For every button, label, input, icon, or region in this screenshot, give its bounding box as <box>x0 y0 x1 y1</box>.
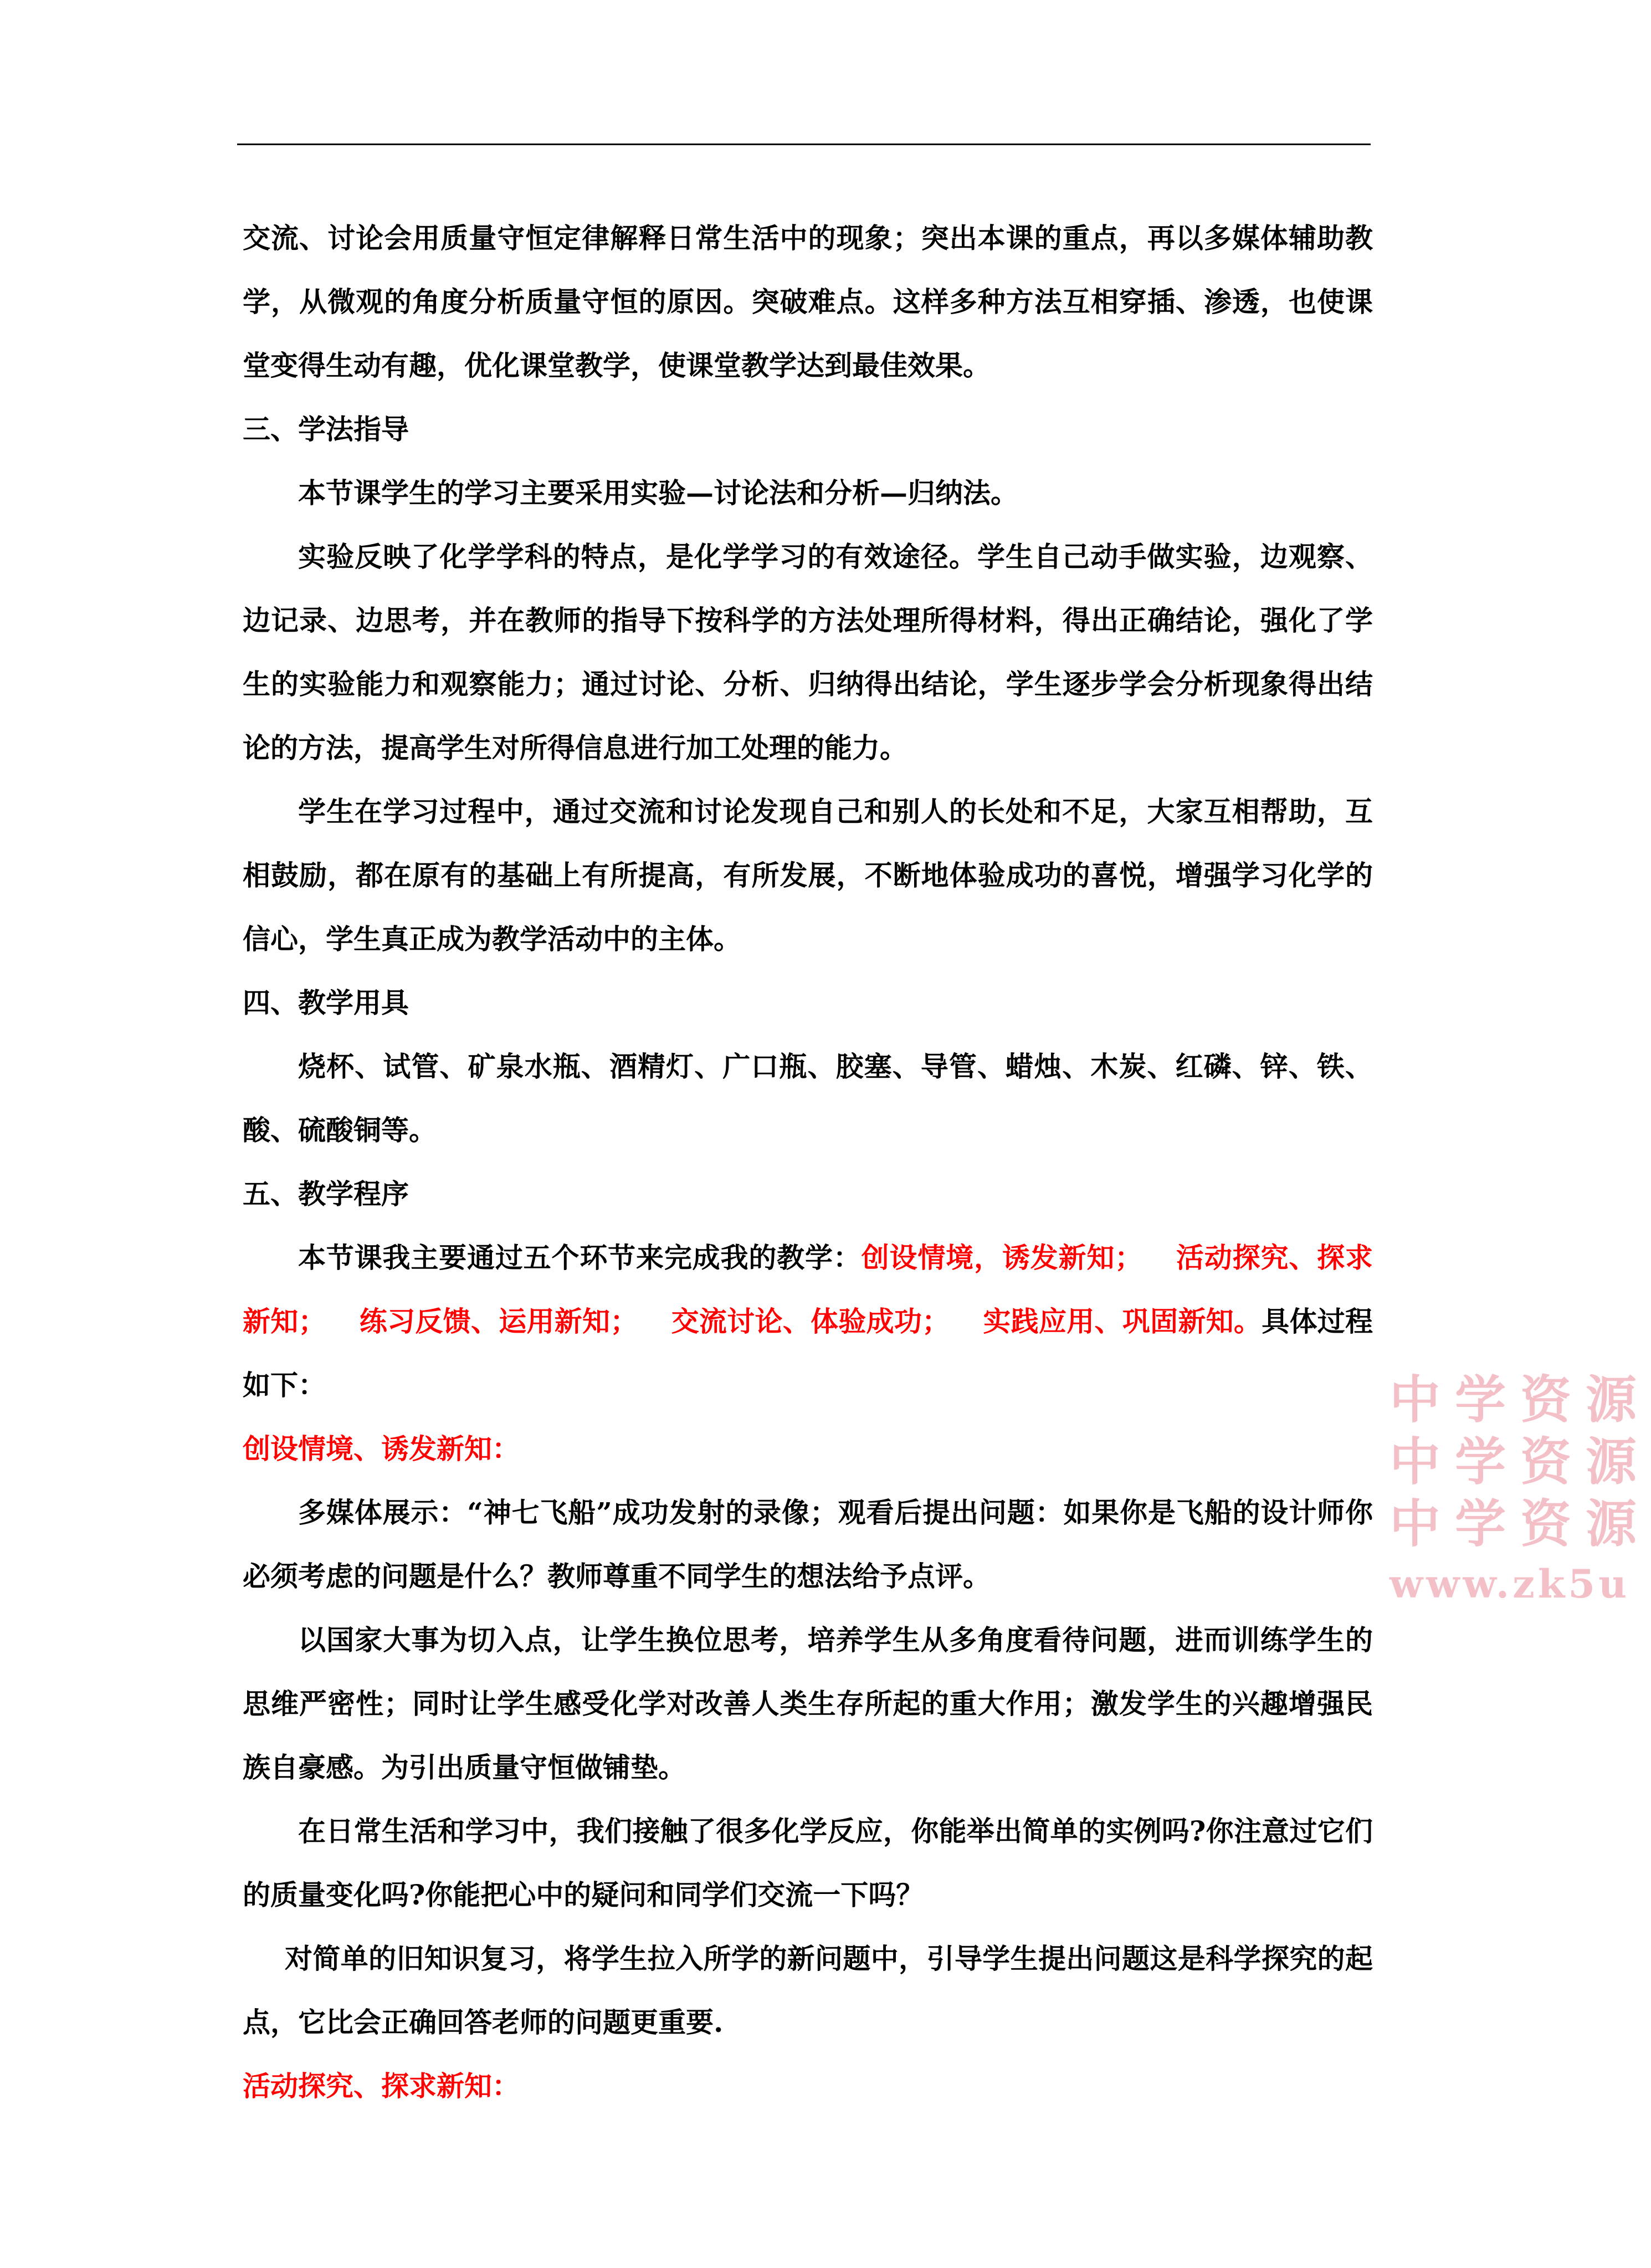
paragraph-study-methods: 本节课学生的学习主要采用实验—讨论法和分析—归纳法。 <box>298 477 1018 509</box>
procedure-step-2: 活动探究、探求新知； <box>243 1241 1373 1338</box>
heading-section-1: 创设情境、诱发新知： <box>243 1432 520 1465</box>
heading-teaching-procedure: 五、教学程序 <box>243 1177 409 1210</box>
heading-section-2: 活动探究、探求新知： <box>243 2070 520 2102</box>
paragraph-teaching-methods-cont: 交流、讨论会用质量守恒定律解释日常生活中的现象；突出本课的重点，再以多媒体辅助教学，从微观的角度分析质量守恒的原因。突破难点。这样多种方法互相穿插、渗透，也使课堂变得生动有趣，优化课堂教学，使课堂教学达到最佳效果。 <box>243 222 1373 382</box>
heading-study-guidance: 三、学法指导 <box>243 413 409 446</box>
heading-teaching-tools: 四、教学用具 <box>243 986 409 1019</box>
watermark-text: 中学资源 <box>1389 1494 1651 1554</box>
procedure-step-5: 实践应用、巩固新知。 <box>983 1305 1262 1338</box>
procedure-step-1: 创设情境，诱发新知； <box>861 1241 1143 1274</box>
paragraph-tools-list: 烧杯、试管、矿泉水瓶、酒精灯、广口瓶、胶塞、导管、蜡烛、木炭、红磷、锌、铁、酸、硫酸铜等。 <box>243 1050 1373 1146</box>
procedure-outro: 具体过程如下： <box>243 1305 1373 1401</box>
paragraph-national-events: 以国家大事为切入点，让学生换位思考，培养学生从多角度看待问题，进而训练学生的思维严密性；同时让学生感受化学对改善人类生存所起的重大作用；激发学生的兴趣增强民族自豪感。为引出质量守恒做铺垫。 <box>243 1624 1373 1784</box>
paragraph-learning-process: 学生在学习过程中，通过交流和讨论发现自己和别人的长处和不足，大家互相帮助，互相鼓励，都在原有的基础上有所提高，有所发展，不断地体验成功的喜悦，增强学习化学的信心，学生真正成为教学活动中的主体。 <box>243 795 1373 955</box>
document-body <box>243 206 1373 2118</box>
watermark <box>1389 1369 1651 1609</box>
paragraph-procedure-overview <box>243 1226 1373 1417</box>
paragraph-daily-life: 在日常生活和学习中，我们接触了很多化学反应，你能举出简单的实例吗?你注意过它们的质量变化吗?你能把心中的疑问和同学们交流一下吗？ <box>243 1815 1373 1911</box>
watermark-text: 中学资源 <box>1389 1432 1651 1492</box>
procedure-intro: 本节课我主要通过五个环节来完成我的教学： <box>298 1241 862 1274</box>
paragraph-experiment: 实验反映了化学学科的特点，是化学学习的有效途径。学生自己动手做实验，边观察、边记录、边思考，并在教师的指导下按科学的方法处理所得材料，得出正确结论，强化了学生的实验能力和观察能力；通过讨论、分析、归纳得出结论，学生逐步学会分析现象得出结论的方法，提高学生对所得信息进行加工处理的能力。 <box>243 540 1373 764</box>
procedure-step-3: 练习反馈、运用新知； <box>359 1305 638 1338</box>
watermark-text: 中学资源 <box>1389 1370 1651 1430</box>
paragraph-review: 对简单的旧知识复习，将学生拉入所学的新问题中，引导学生提出问题这是科学探究的起点，它比会正确回答老师的问题更重要. <box>243 1942 1373 2039</box>
header-rule <box>237 144 1371 145</box>
procedure-step-4: 交流讨论、体验成功； <box>671 1305 950 1338</box>
watermark-url: www.zk5u <box>1389 1561 1630 1607</box>
paragraph-multimedia: 多媒体展示：“神七飞船”成功发射的录像；观看后提出问题：如果你是飞船的设计师你必须考虑的问题是什么？教师尊重不同学生的想法给予点评。 <box>243 1496 1373 1593</box>
